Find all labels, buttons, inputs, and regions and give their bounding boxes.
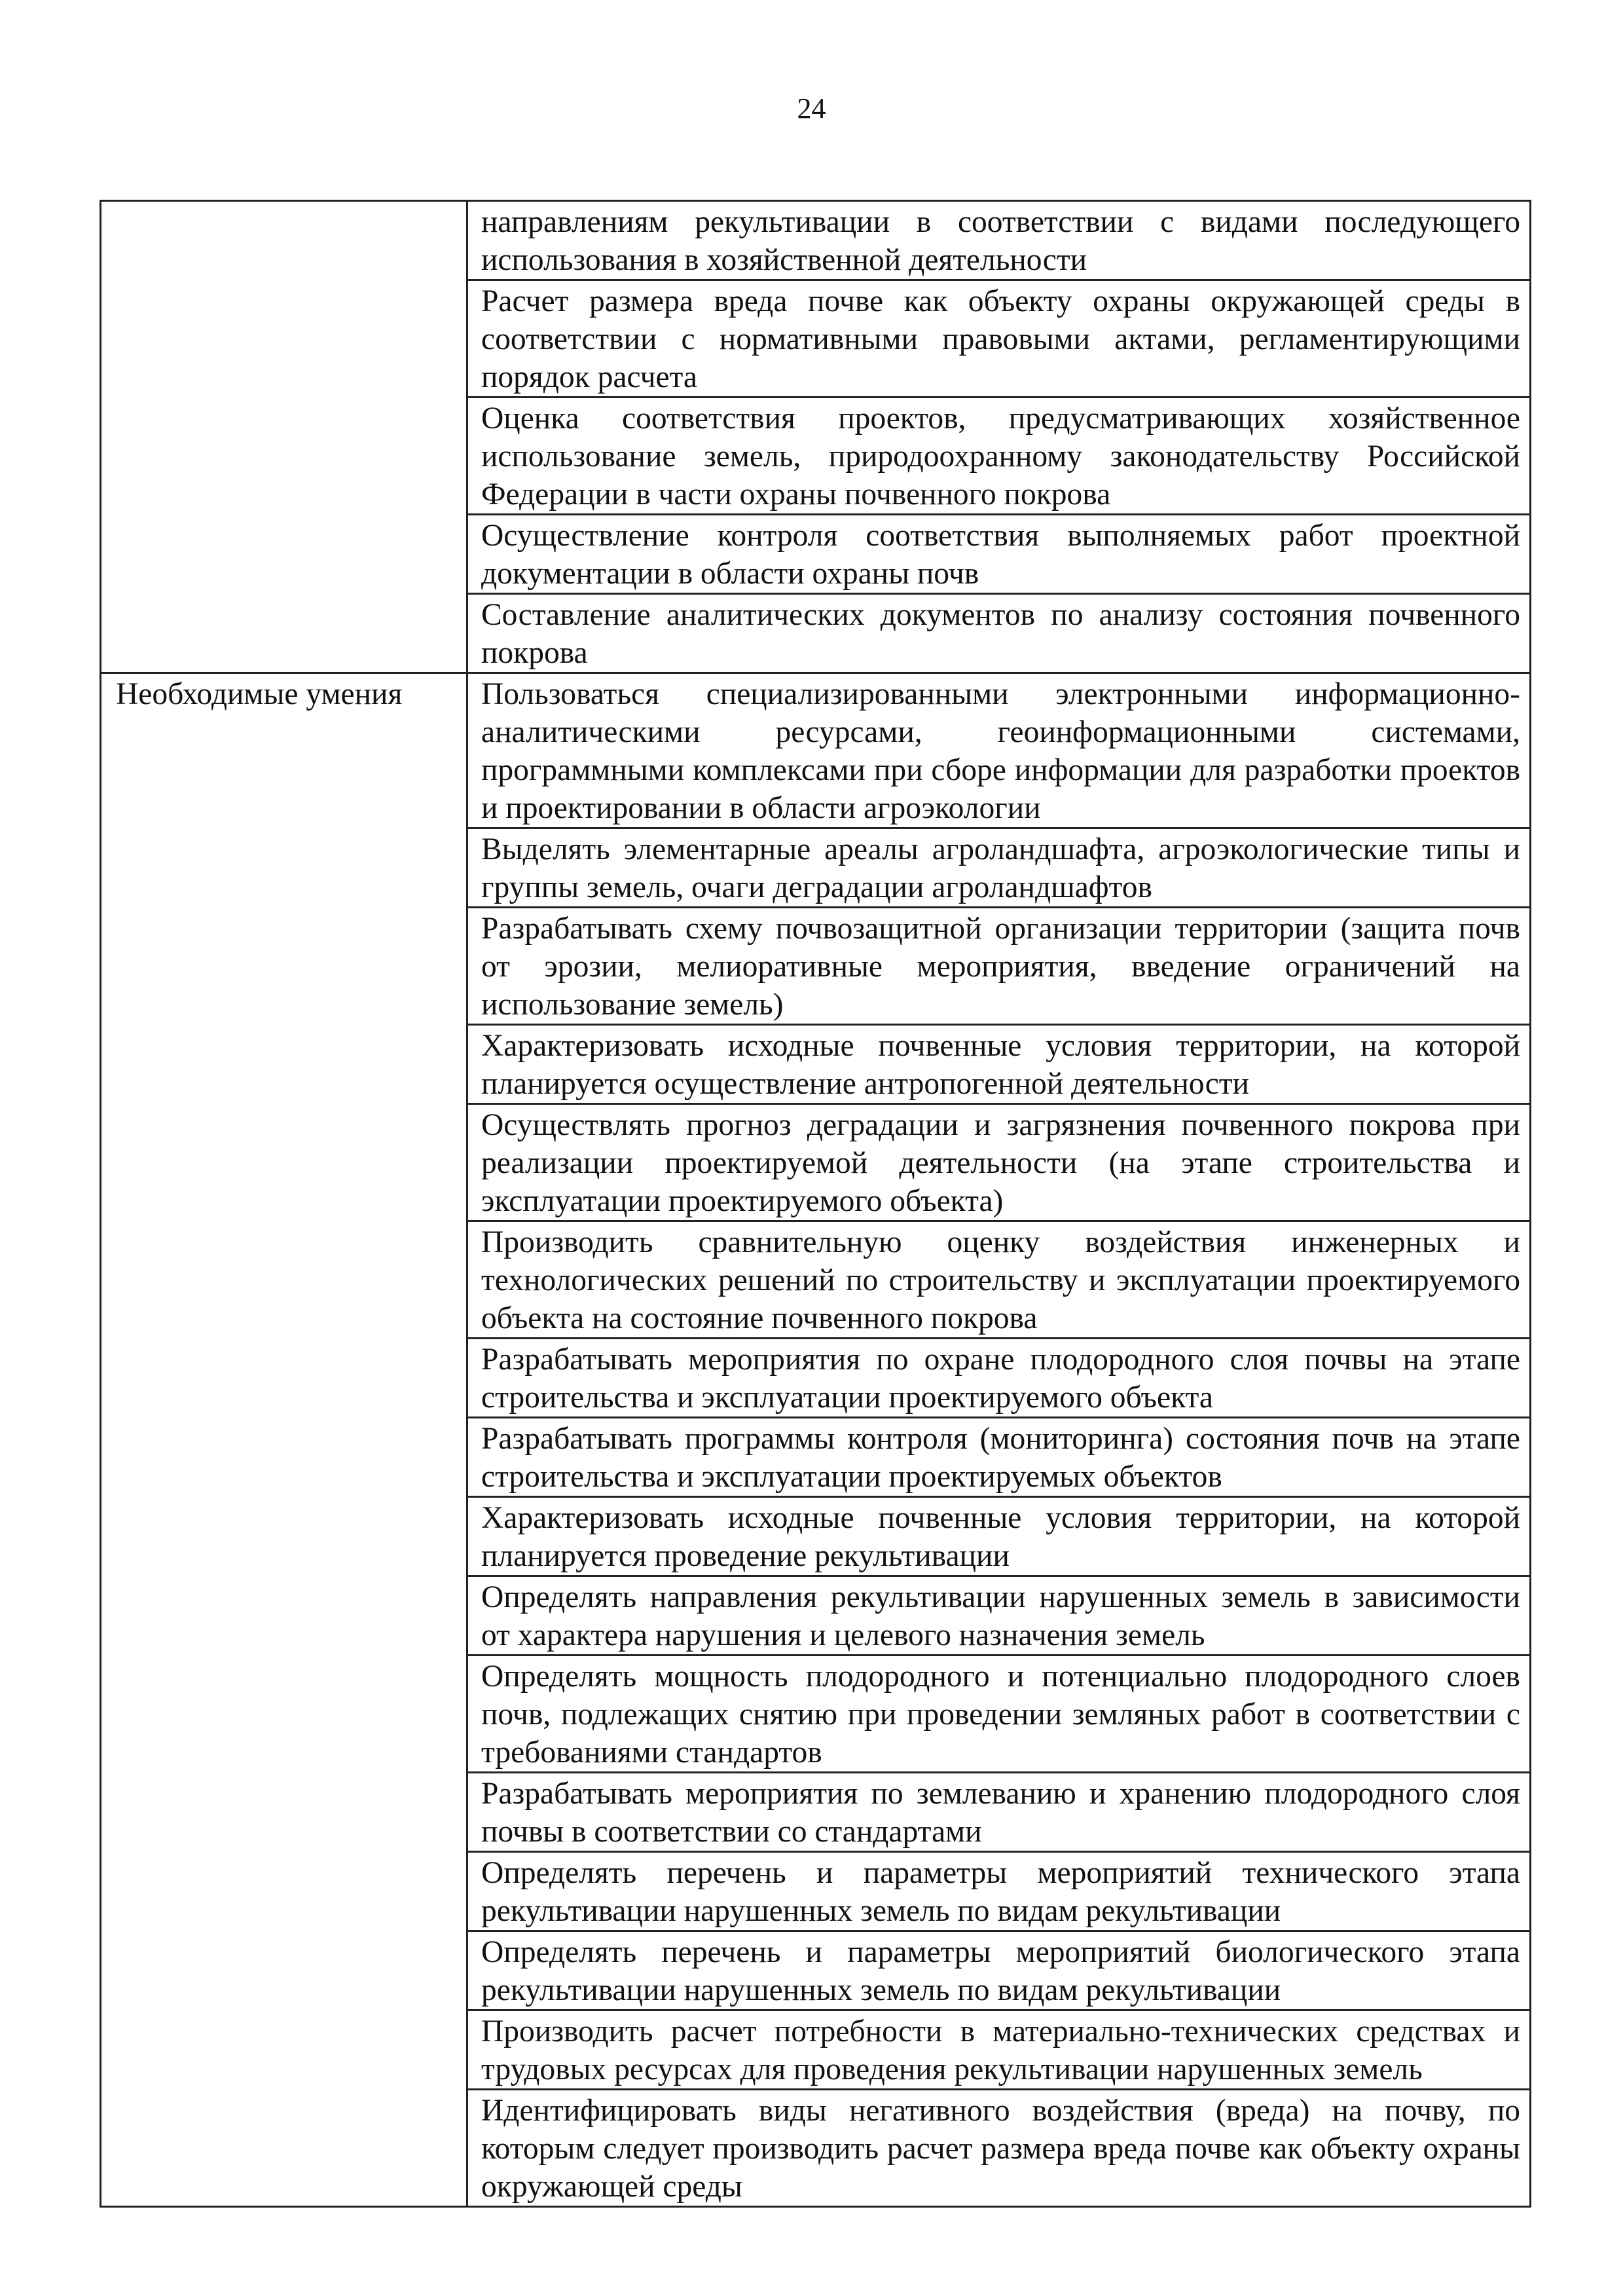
table-cell-text: Определять мощность плодородного и потенциально плодородного слоев почв, подлежащих снятию при проведении земляных работ в соответствии с требованиями стандартов xyxy=(467,1656,1531,1773)
table-cell-text: Определять перечень и параметры мероприятий технического этапа рекультивации нарушенных земель по видам рекультивации xyxy=(467,1852,1531,1931)
table-cell-text: Определять направления рекультивации нарушенных земель в зависимости от характера нарушения и целевого назначения земель xyxy=(467,1576,1531,1656)
table-cell-text: Разрабатывать схему почвозащитной организации территории (защита почв от эрозии, мелиоративные мероприятия, введение ограничений на использование земель) xyxy=(467,908,1531,1025)
table-cell-text: Осуществлять прогноз деградации и загрязнения почвенного покрова при реализации проектируемой деятельности (на этапе строительства и эксплуатации проектируемого объекта) xyxy=(467,1104,1531,1221)
table-cell-text: Производить сравнительную оценку воздействия инженерных и технологических решений по строительству и эксплуатации проектируемого объекта на состояние почвенного покрова xyxy=(467,1221,1531,1339)
table-cell-text: Разрабатывать мероприятия по землеванию и хранению плодородного слоя почвы в соответствии со стандартами xyxy=(467,1773,1531,1852)
table-cell-label xyxy=(101,201,467,673)
table-cell-text: Идентифицировать виды негативного воздействия (вреда) на почву, по которым следует производить расчет размера вреда почве как объекту охраны окружающей среды xyxy=(467,2090,1531,2207)
table-cell-text: Осуществление контроля соответствия выполняемых работ проектной документации в области охраны почв xyxy=(467,515,1531,594)
table-cell-text: Характеризовать исходные почвенные условия территории, на которой планируется проведение рекультивации xyxy=(467,1497,1531,1576)
table-cell-text: Расчет размера вреда почве как объекту охраны окружающей среды в соответствии с нормативными правовыми актами, регламентирующими порядок расчета xyxy=(467,280,1531,398)
requirements-table xyxy=(100,200,1531,2208)
table-cell-text: Пользоваться специализированными электронными информационно-аналитическими ресурсами, геоинформационными системами, программными комплексами при сборе информации для разработки проектов и проектировании в области агроэкологии xyxy=(467,673,1531,828)
table-cell-text: Разрабатывать мероприятия по охране плодородного слоя почвы на этапе строительства и эксплуатации проектируемого объекта xyxy=(467,1339,1531,1418)
table-cell-label: Необходимые умения xyxy=(101,673,467,2207)
table-cell-text: Разрабатывать программы контроля (мониторинга) состояния почв на этапе строительства и эксплуатации проектируемых объектов xyxy=(467,1418,1531,1497)
table-cell-text: Определять перечень и параметры мероприятий биологического этапа рекультивации нарушенных земель по видам рекультивации xyxy=(467,1931,1531,2010)
table-row xyxy=(101,673,1531,828)
table-cell-text: Составление аналитических документов по анализу состояния почвенного покрова xyxy=(467,594,1531,673)
table-cell-text: Выделять элементарные ареалы агроландшафта, агроэкологические типы и группы земель, очаги деградации агроландшафтов xyxy=(467,828,1531,908)
page-number: 24 xyxy=(797,92,826,124)
table-row xyxy=(101,201,1531,280)
table-cell-text: направлениям рекультивации в соответствии с видами последующего использования в хозяйственной деятельности xyxy=(467,201,1531,280)
table-cell-text: Производить расчет потребности в материально-технических средствах и трудовых ресурсах для проведения рекультивации нарушенных земель xyxy=(467,2010,1531,2090)
table-cell-text: Характеризовать исходные почвенные условия территории, на которой планируется осуществление антропогенной деятельности xyxy=(467,1025,1531,1104)
table-cell-text: Оценка соответствия проектов, предусматривающих хозяйственное использование земель, природоохранному законодательству Российской Федерации в части охраны почвенного покрова xyxy=(467,398,1531,515)
